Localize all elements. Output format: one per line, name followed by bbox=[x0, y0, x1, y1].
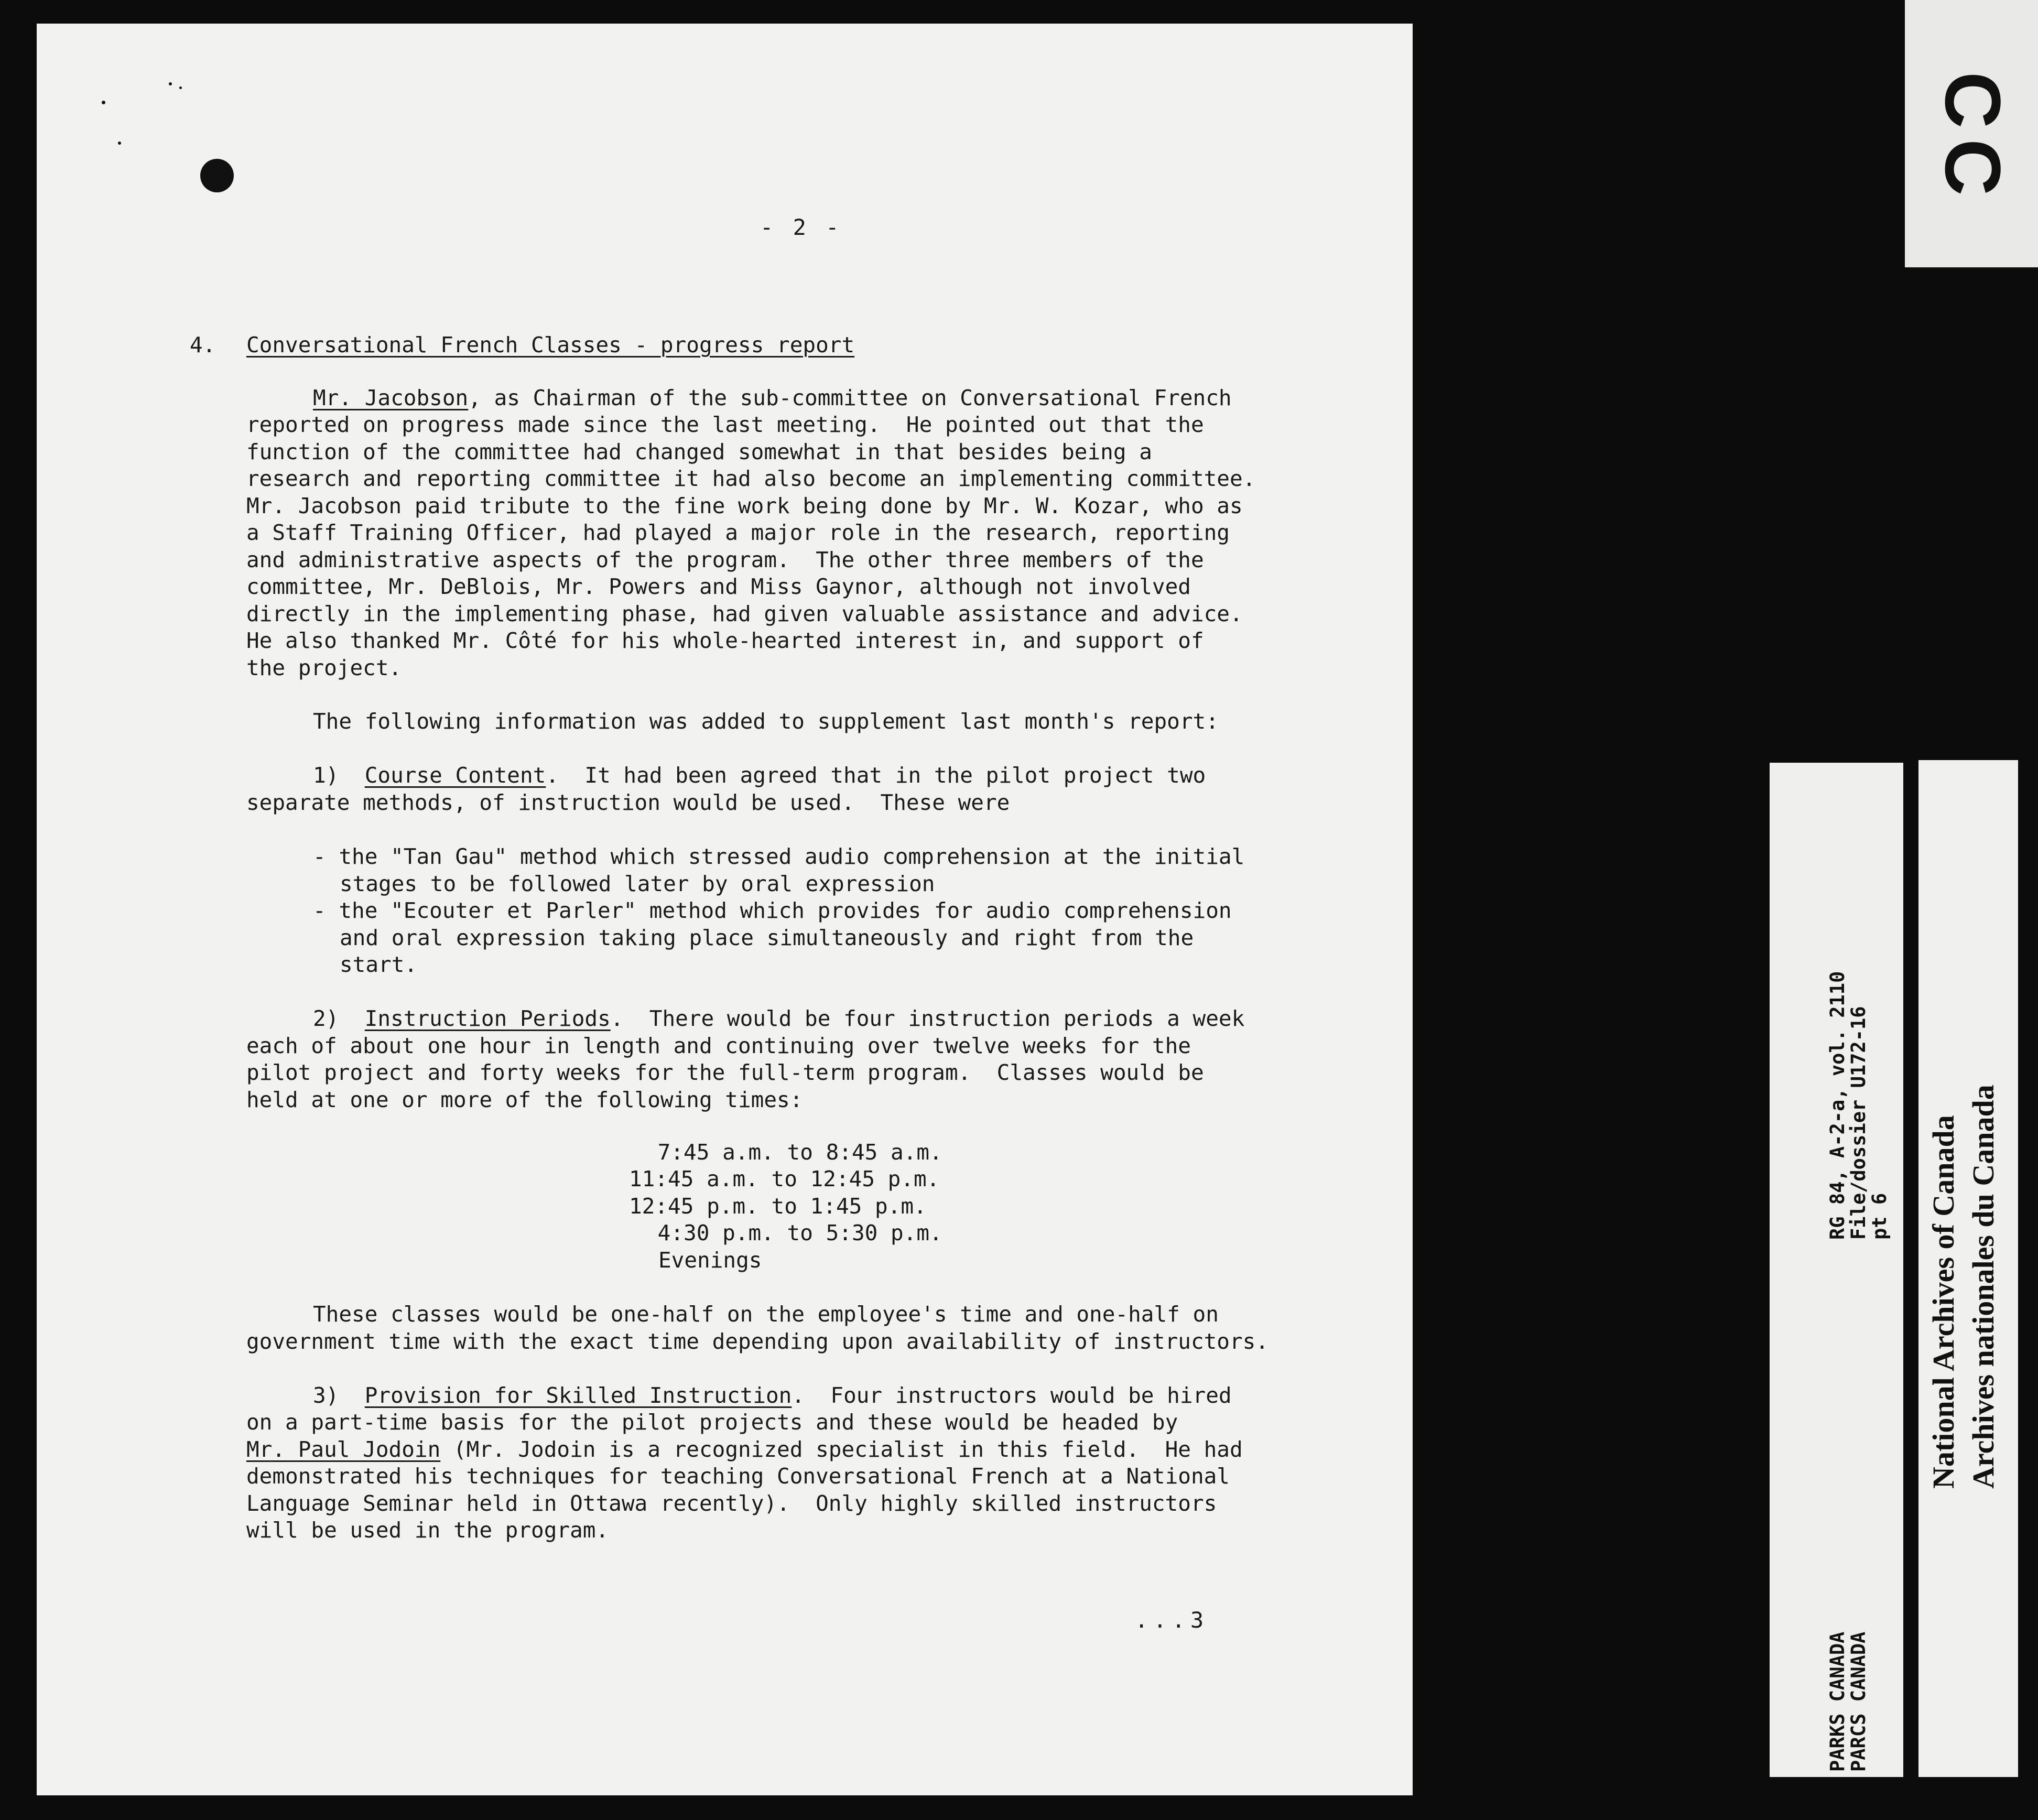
paragraph-line: The following information was added to supplement last month's report: bbox=[313, 709, 1219, 734]
typed-text bbox=[37, 24, 1413, 1795]
paragraph-line: will be used in the program. bbox=[246, 1518, 609, 1543]
paragraph-line: government time with the exact time depending upon availability of instructors. bbox=[246, 1329, 1269, 1354]
paragraph-line: These classes would be one-half on the employee's time and one-half on bbox=[313, 1302, 1219, 1327]
paragraph-line: a Staff Training Officer, had played a major role in the research, reporting bbox=[246, 520, 1230, 545]
paragraph-line: directly in the implementing phase, had given valuable assistance and advice. bbox=[246, 601, 1243, 626]
bullet-line: stages to be followed later by oral expression bbox=[340, 871, 935, 896]
paragraph-line: held at one or more of the following times: bbox=[246, 1087, 803, 1112]
archive-reference-label bbox=[1770, 763, 1903, 1777]
paragraph-line: reported on progress made since the last meeting. He pointed out that the bbox=[246, 412, 1204, 437]
frame-marker: CC bbox=[1929, 71, 2018, 207]
paragraph-line: function of the committee had changed somewhat in that besides being a bbox=[246, 439, 1152, 464]
paragraph-line: the project. bbox=[246, 655, 402, 680]
item-first-line: 2) Instruction Periods. There would be four instruction periods a week bbox=[313, 1006, 1245, 1031]
paragraph-line: pilot project and forty weeks for the full-term program. Classes would be bbox=[246, 1060, 1204, 1085]
agency-line: PARKS CANADA bbox=[1826, 1631, 1849, 1772]
continuation-marker: ...3 bbox=[1135, 1607, 1209, 1633]
paragraph-line: Mr. Jacobson paid tribute to the fine work being done by Mr. W. Kozar, who as bbox=[246, 493, 1243, 518]
institution-name-fr: Archives nationales du Canada bbox=[1966, 1085, 2000, 1489]
document-page bbox=[37, 24, 1413, 1795]
paragraph-line: He also thanked Mr. Côté for his whole-hearted interest in, and support of bbox=[246, 628, 1204, 653]
bullet-line: and oral expression taking place simultaneously and right from the bbox=[340, 925, 1194, 950]
time-slot: 4:30 p.m. to 5:30 p.m. bbox=[645, 1220, 942, 1245]
person-name: Mr. Jacobson bbox=[313, 385, 469, 410]
reference-line: File/dossier U172-16 bbox=[1847, 1006, 1870, 1240]
institution-label bbox=[1918, 760, 2018, 1777]
frame-marker-tab bbox=[1905, 0, 2038, 267]
institution-name-en: National Archives of Canada bbox=[1926, 1115, 1960, 1489]
paragraph-line: each of about one hour in length and continuing over twelve weeks for the bbox=[246, 1033, 1191, 1058]
section-title: Conversational French Classes - progress report bbox=[246, 332, 855, 358]
item-first-line: 3) Provision for Skilled Instruction. Four instructors would be hired bbox=[313, 1383, 1232, 1408]
paragraph-line: demonstrated his techniques for teaching Conversational French at a National bbox=[246, 1464, 1230, 1489]
section-number: 4. bbox=[190, 332, 216, 358]
bullet-line: start. bbox=[340, 952, 418, 977]
bullet-line: - the "Tan Gau" method which stressed audio comprehension at the initial bbox=[313, 844, 1245, 869]
item-title: Course Content bbox=[364, 763, 546, 788]
paragraph-line: Mr. Paul Jodoin (Mr. Jodoin is a recognized specialist in this field. He had bbox=[246, 1437, 1243, 1462]
time-slot: Evenings bbox=[658, 1248, 762, 1273]
paragraph-line: committee, Mr. DeBlois, Mr. Powers and Miss Gaynor, although not involved bbox=[246, 574, 1191, 599]
page-number: - 2 - bbox=[760, 214, 842, 240]
time-slot: 12:45 p.m. to 1:45 p.m. bbox=[629, 1194, 927, 1219]
paragraph-line: on a part-time basis for the pilot projects and these would be headed by bbox=[246, 1410, 1178, 1435]
paragraph-line: research and reporting committee it had also become an implementing committee. bbox=[246, 466, 1256, 491]
paragraph-line: and administrative aspects of the program. The other three members of the bbox=[246, 547, 1204, 572]
paragraph-line: separate methods, of instruction would be used. These were bbox=[246, 790, 1010, 815]
time-slot: 11:45 a.m. to 12:45 p.m. bbox=[629, 1166, 940, 1191]
paragraph-first-line: Mr. Jacobson, as Chairman of the sub-committee on Conversational French bbox=[313, 385, 1232, 410]
reference-line: pt 6 bbox=[1868, 1193, 1891, 1240]
person-name: Mr. Paul Jodoin bbox=[246, 1437, 441, 1462]
paragraph-line: Language Seminar held in Ottawa recently). Only highly skilled instructors bbox=[246, 1491, 1217, 1516]
item-title: Instruction Periods bbox=[364, 1006, 611, 1031]
reference-line: RG 84, A-2-a, vol. 2110 bbox=[1826, 971, 1849, 1240]
bullet-line: - the "Ecouter et Parler" method which provides for audio comprehension bbox=[313, 898, 1232, 923]
agency-line: PARCS CANADA bbox=[1847, 1631, 1870, 1772]
time-slot: 7:45 a.m. to 8:45 a.m. bbox=[645, 1140, 942, 1165]
item-title: Provision for Skilled Instruction bbox=[364, 1383, 792, 1408]
item-first-line: 1) Course Content. It had been agreed that in the pilot project two bbox=[313, 763, 1206, 788]
